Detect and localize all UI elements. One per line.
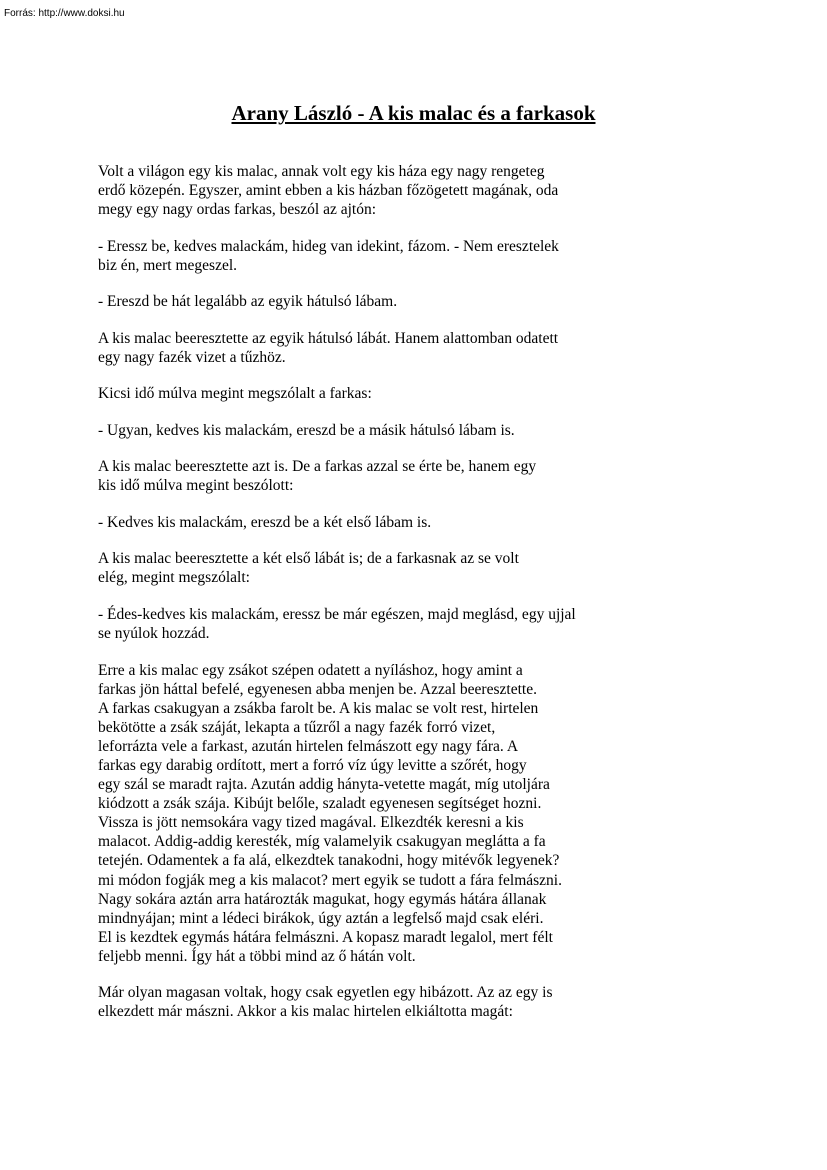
text-line: Erre a kis malac egy zsákot szépen odatett a nyíláshoz, hogy amint a xyxy=(98,661,523,679)
text-line: - Eressz be, kedves malackám, hideg van idekint, fázom. - Nem eresztelek xyxy=(98,237,559,255)
text-line: - Édes-kedves kis malackám, eressz be már egészen, majd meglásd, egy ujjal xyxy=(98,605,576,623)
text-line: tetején. Odamentek a fa alá, elkezdtek tanakodni, hogy mitévők legyenek? xyxy=(98,852,560,870)
text-line: leforrázta vele a farkast, azután hirtelen felmászott egy nagy fára. A xyxy=(98,737,519,755)
text-line: biz én, mert megeszel. xyxy=(98,256,238,274)
text-line: feljebb menni. Így hát a többi mind az ő hátán volt. xyxy=(98,947,416,965)
text-line: farkas egy darabig ordított, mert a forró víz úgy levitte a szőrét, hogy xyxy=(98,756,527,774)
text-line: El is kezdtek egymás hátára felmászni. A kopasz maradt legalol, mert félt xyxy=(98,928,553,946)
text-line: A farkas csakugyan a zsákba farolt be. A kis malac se volt rest, hirtelen xyxy=(98,699,539,717)
text-line: megy egy nagy ordas farkas, beszól az ajtón: xyxy=(98,201,377,219)
paragraph xyxy=(98,457,658,495)
paragraph xyxy=(98,549,658,587)
paragraph xyxy=(98,513,658,532)
text-line: farkas jön háttal befelé, egyenesen abba menjen be. Azzal beeresztette. xyxy=(98,680,537,698)
text-line: elég, megint megszólalt: xyxy=(98,569,250,587)
paragraph xyxy=(98,384,658,403)
paragraph xyxy=(98,237,658,275)
story-body xyxy=(98,162,658,1039)
text-line: A kis malac beeresztette az egyik hátulsó lábát. Hanem alattomban odatett xyxy=(98,329,559,347)
text-line: elkezdett már mászni. Akkor a kis malac hirtelen elkiáltotta magát: xyxy=(98,1003,513,1021)
text-line: Volt a világon egy kis malac, annak volt egy kis háza egy nagy rengeteg xyxy=(98,163,545,180)
paragraph xyxy=(98,421,658,440)
text-line: se nyúlok hozzád. xyxy=(98,625,210,643)
paragraph xyxy=(98,605,658,643)
text-line: Kicsi idő múlva megint megszólalt a farkas: xyxy=(98,385,372,403)
text-line: Nagy sokára aztán arra határozták magukat, hogy egymás hátára állanak xyxy=(98,890,547,908)
text-line: kis idő múlva megint beszólott: xyxy=(98,477,294,495)
text-line: mi módon fogják meg a kis malacot? mert egyik se tudott a fára felmászni. xyxy=(98,871,562,889)
text-line: - Kedves kis malackám, ereszd be a két első lábam is. xyxy=(98,513,432,531)
text-line: Vissza is jött nemsokára vagy tized magával. Elkezdték keresni a kis xyxy=(98,814,524,832)
text-line: egy szál se maradt rajta. Azután addig hányta-vetette magát, míg utoljára xyxy=(98,776,550,794)
text-line: kiódzott a zsák szája. Kibújt belőle, szaladt egyenesen segítséget hozni. xyxy=(98,795,542,813)
text-line: - Ereszd be hát legalább az egyik hátulsó lábam. xyxy=(98,293,398,311)
text-line: Már olyan magasan voltak, hogy csak egyetlen egy hibázott. Az az egy is xyxy=(98,984,553,1002)
source-note: Forrás: http://www.doksi.hu xyxy=(4,8,125,19)
text-line: A kis malac beeresztette azt is. De a farkas azzal se érte be, hanem egy xyxy=(98,458,537,476)
paragraph xyxy=(98,162,658,219)
paragraph xyxy=(98,661,658,967)
text-line: - Ugyan, kedves kis malackám, ereszd be a másik hátulsó lábam is. xyxy=(98,421,515,439)
text-line: mindnyájan; mint a lédeci birákok, úgy aztán a legfelső majd csak eléri. xyxy=(98,909,544,927)
paragraph xyxy=(98,292,658,311)
text-line: egy nagy fazék vizet a tűzhöz. xyxy=(98,348,286,366)
paragraph xyxy=(98,329,658,367)
text-line: erdő közepén. Egyszer, amint ebben a kis házban főzögetett magának, oda xyxy=(98,182,559,200)
paragraph xyxy=(98,983,658,1021)
text-line: malacot. Addig-addig keresték, míg valamelyik csakugyan meglátta a fa xyxy=(98,833,546,851)
document-title: Arany László - A kis malac és a farkasok xyxy=(231,101,596,125)
text-line: A kis malac beeresztette a két első lábát is; de a farkasnak az se volt xyxy=(98,550,519,568)
text-line: bekötötte a zsák száját, lekapta a tűzről a nagy fazék forró vizet, xyxy=(98,718,496,736)
